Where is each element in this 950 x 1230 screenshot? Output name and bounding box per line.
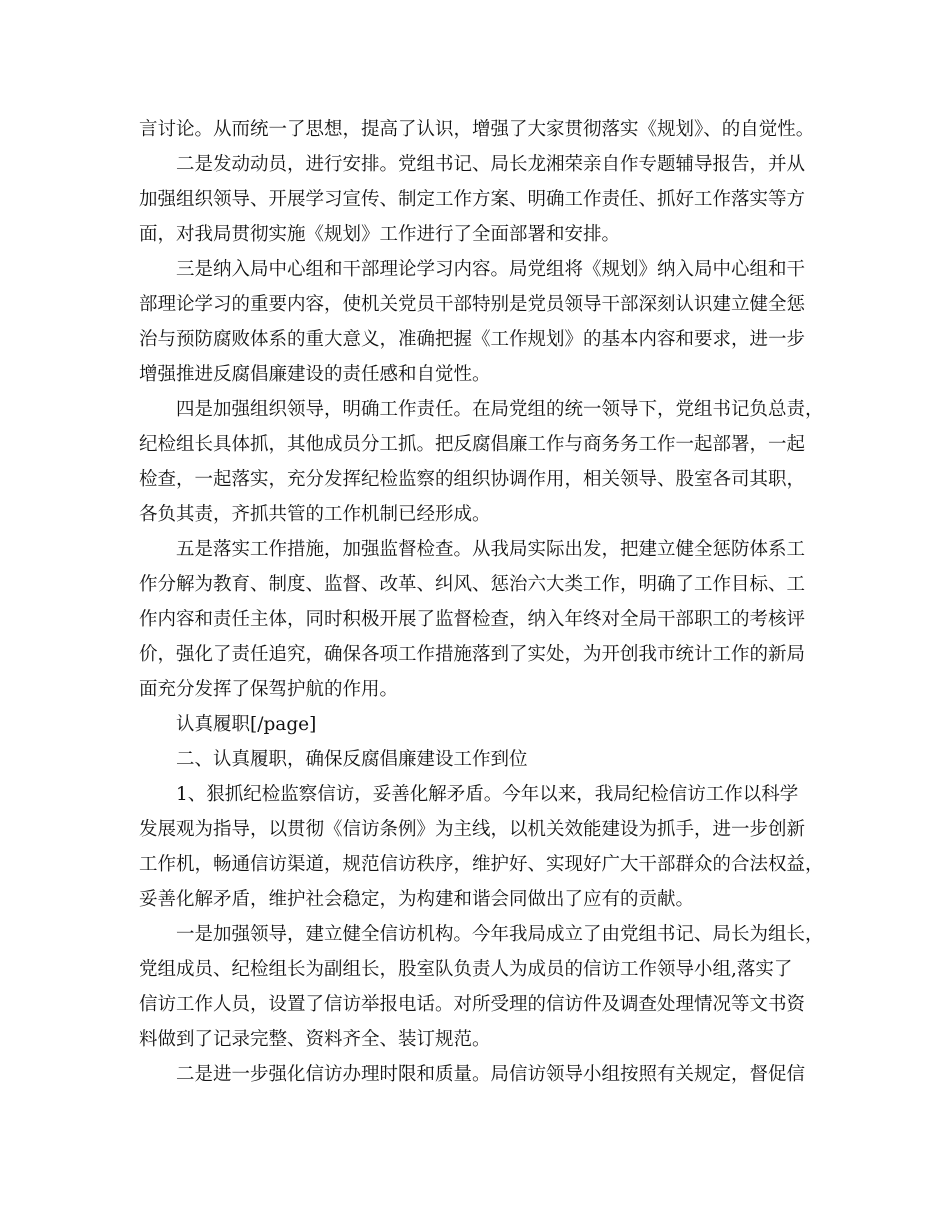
text-line: 五是落实工作措施，加强监督检查。从我局实际出发，把建立健全惩防体系工	[176, 539, 806, 560]
text-line: 治与预防腐败体系的重大意义，准确把握《工作规划》的基本内容和要求，进一步	[139, 329, 806, 350]
text-line: 作内容和责任主体，同时积极开展了监督检查，纳入年终对全局干部职工的考核评	[139, 609, 806, 630]
text-line: 言讨论。从而统一了思想，提高了认识，增强了大家贯彻落实《规划》、的自觉性。	[139, 119, 815, 140]
text-line: 工作机，畅通信访渠道，规范信访秩序，维护好、实现好广大干部群众的合法权益，	[139, 854, 824, 875]
text-line: 二是进一步强化信访办理时限和质量。局信访领导小组按照有关规定，督促信	[176, 1064, 806, 1085]
text-line: 党组成员、纪检组长为副组长，股室队负责人为成员的信访工作领导小组,落实了	[139, 959, 793, 980]
text-line: 妥善化解矛盾，维护社会稳定，为构建和谐会同做出了应有的贡献。	[139, 889, 695, 910]
text-line: 信访工作人员，设置了信访举报电话。对所受理的信访件及调查处理情况等文书资	[139, 994, 806, 1015]
text-line: 面充分发挥了保驾护航的作用。	[139, 679, 399, 700]
text-line: 发展观为指导，以贯彻《信访条例》为主线，以机关效能建设为抓手，进一步创新	[139, 819, 806, 840]
text-line: 部理论学习的重要内容，使机关党员干部特别是党员领导干部深刻认识建立健全惩	[139, 294, 806, 315]
text-line: 加强组织领导、开展学习宣传、制定工作方案、明确工作责任、抓好工作落实等方	[139, 189, 806, 210]
text-line: 认真履职[/page]	[176, 714, 317, 735]
text-line: 料做到了记录完整、资料齐全、装订规范。	[139, 1029, 491, 1050]
text-line: 二是发动动员，进行安排。党组书记、局长龙湘荣亲自作专题辅导报告，并从	[176, 154, 806, 175]
document-body	[139, 112, 823, 1092]
text-line: 检查，一起落实，充分发挥纪检监察的组织协调作用，相关领导、股室各司其职，	[139, 469, 806, 490]
text-line: 价，强化了责任追究，确保各项工作措施落到了实处，为开创我市统计工作的新局	[139, 644, 806, 665]
text-line: 各负其责，齐抓共管的工作机制已经形成。	[139, 504, 491, 525]
text-line: 四是加强组织领导，明确工作责任。在局党组的统一领导下，党组书记负总责，	[176, 399, 824, 420]
text-line: 纪检组长具体抓，其他成员分工抓。把反腐倡廉工作与商务务工作一起部署，一起	[139, 434, 806, 455]
text-line: 面，对我局贯彻实施《规划》工作进行了全面部署和安排。	[139, 224, 621, 245]
text-line: 一是加强领导，建立健全信访机构。今年我局成立了由党组书记、局长为组长，	[176, 924, 824, 945]
text-line: 三是纳入局中心组和干部理论学习内容。局党组将《规划》纳入局中心组和干	[176, 259, 806, 280]
text-line: 增强推进反腐倡廉建设的责任感和自觉性。	[139, 364, 491, 385]
text-line: 二、认真履职，确保反腐倡廉建设工作到位	[176, 749, 528, 770]
text-line: 作分解为教育、制度、监督、改革、纠风、惩治六大类工作，明确了工作目标、工	[139, 574, 806, 595]
text-line: 1、狠抓纪检监察信访，妥善化解矛盾。今年以来，我局纪检信访工作以科学	[176, 784, 799, 805]
